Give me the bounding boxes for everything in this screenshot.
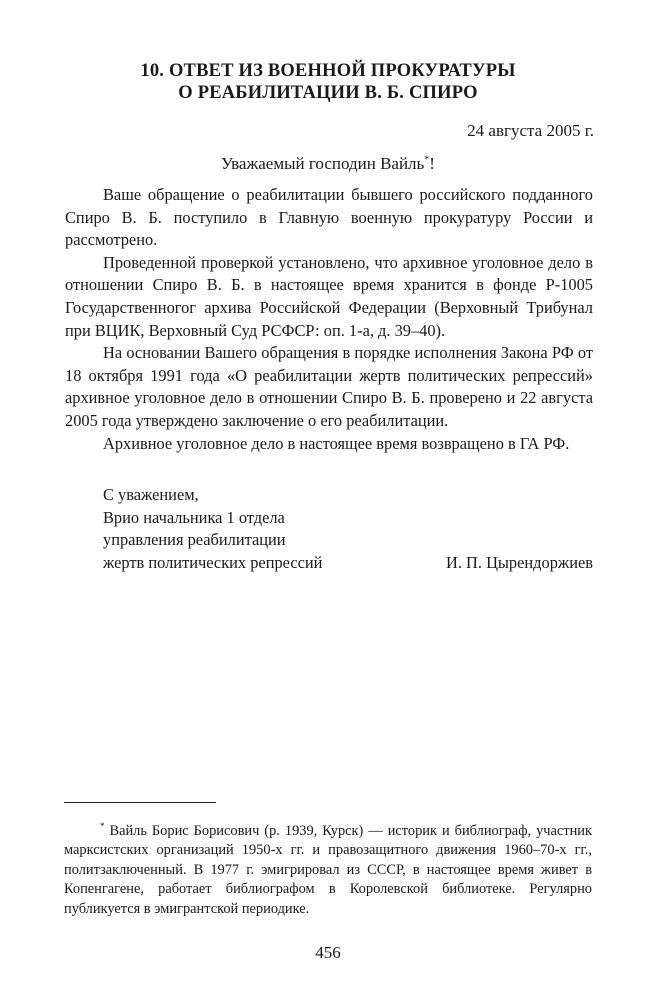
signature-position-3: жертв политических репрессий (103, 552, 323, 572)
footnote-reference-mark: * (424, 154, 430, 166)
signature-row (103, 552, 593, 575)
signatory-name: И. П. Цырендоржиев (446, 552, 593, 572)
salutation-ending: ! (429, 154, 435, 173)
document-heading (64, 60, 592, 104)
footnote-divider (64, 802, 216, 803)
signature-position-2: управления реабилитации (103, 530, 286, 550)
paragraph-2: Проведенной проверкой установлено, что архивное уголовное дело в отношении Спиро В. Б. в настоящее время хранится в фонде Р-1005 Государственногог архива Российской Федерации (Верховный Трибунал при ВЦИК, Верховный Суд РСФСР: оп. 1-а, д. 39–40). (65, 252, 593, 340)
heading-line-2: О РЕАБИЛИТАЦИИ В. Б. СПИРО (178, 83, 478, 103)
signature-closing: С уважением, (103, 485, 199, 504)
footnote-text: Вайль Борис Борисович (р. 1939, Курск) — историк и библиограф, участник марксистских организаций 1950-х гг. и правозащитного движения 1960–70-х гг., политзаключенный. В 1977 г. эмигрировал из СССР, в настоящее время живет в Копенгагене, работает библиографом в Королевской библиотеке. Регулярно публикуется в эмигрантской периодике. (64, 823, 592, 917)
page-number: 456 (315, 943, 341, 962)
heading-line-1: 10. ОТВЕТ ИЗ ВОЕННОЙ ПРОКУРАТУРЫ (140, 61, 516, 81)
paragraph-3: На основании Вашего обращения в порядке исполнения Закона РФ от 18 октября 1991 года «О реабилитации жертв политических репрессий» архивное уголовное дело в отношении Спиро В. Б. проверено и 22 августа 2005 года утверждено заключение о его реабилитации. (65, 343, 593, 430)
paragraph-1: Ваше обращение о реабилитации бывшего российского подданного Спиро В. Б. поступило в Главную военную прокуратуру России и рассмотрено. (65, 185, 593, 250)
footnote-mark: * (100, 821, 105, 832)
signature-position-1: Врио начальника 1 отдела (103, 507, 285, 527)
signature-block (103, 484, 593, 574)
salutation-text: Уважаемый господин Вайль (221, 154, 425, 173)
letter-date: 24 августа 2005 г. (467, 121, 594, 140)
paragraph-4: Архивное уголовное дело в настоящее время возвращено в ГА РФ. (103, 433, 570, 453)
salutation (64, 153, 592, 175)
footnote (64, 822, 592, 919)
letter-body (65, 184, 593, 455)
